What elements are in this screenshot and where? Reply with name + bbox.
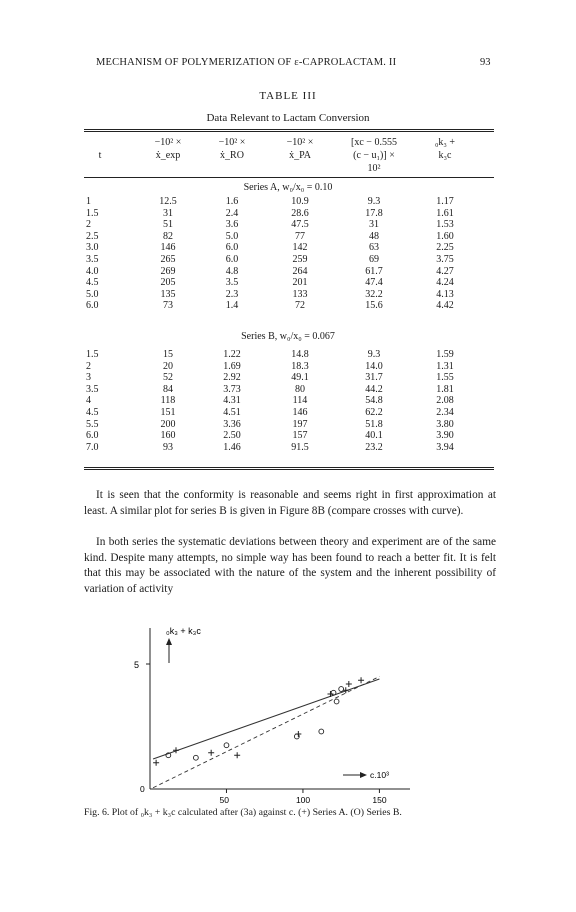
series-b-point (319, 729, 324, 734)
table-cell: 47.5 (291, 219, 309, 231)
table-cell: 31.7 (365, 372, 383, 384)
table-cell: 4.51 (223, 407, 241, 418)
table-cell: 10.9 (291, 196, 309, 207)
table-cell: 197 (292, 418, 308, 430)
table-cell: 48 (369, 230, 379, 242)
table-cell: 1.46 (223, 441, 241, 453)
header-col-4-line3: 10² (367, 163, 381, 174)
figure-plot (120, 620, 420, 808)
table-cell: 3.90 (436, 430, 454, 442)
table-cell: 72 (295, 300, 305, 312)
table-cell: 51 (163, 219, 173, 231)
table-cell: 44.2 (365, 383, 383, 395)
table-cell: 3.94 (436, 441, 454, 453)
table-cell: 5.0 (225, 230, 239, 242)
y-axis-label: ₀k₃ + k₃c (166, 626, 201, 636)
table-cell: 47.4 (365, 277, 383, 289)
table-cell: 7.0 (86, 441, 99, 453)
series-a-point (153, 760, 159, 766)
table-cell: 1.81 (436, 383, 454, 395)
table-cell: 3.80 (436, 418, 454, 430)
table-cell: 142 (292, 242, 308, 254)
table-cell: 17.8 (365, 207, 383, 219)
header-col-3-line2: ẋ_PA (289, 150, 311, 161)
header-col-2-line1: −10² × (218, 137, 246, 148)
table-cell: 4.5 (86, 277, 99, 289)
table-cell: 9.3 (367, 349, 381, 360)
x-tick-label: 100 (295, 795, 311, 805)
table-top-rule (84, 129, 494, 130)
table-cell: 118 (160, 395, 176, 407)
table-bottom-rule-2 (84, 469, 494, 470)
table-cell: 15.6 (365, 300, 383, 312)
table-cell: 264 (292, 265, 308, 277)
table-cell: 5.0 (86, 288, 99, 300)
plot-layer (134, 626, 410, 805)
table-cell: 73 (163, 300, 173, 312)
table-cell: 14.0 (365, 360, 383, 372)
table-cell: 1.53 (436, 219, 454, 231)
table-cell: 91.5 (291, 441, 309, 453)
table-cell: 28.6 (291, 207, 309, 219)
body-paragraph-1: It is seen that the conformity is reasonable and seems right in first approximation at least. A similar plot for series B is given in Figure 8B (compare crosses with curve). (84, 489, 496, 517)
table-cell: 146 (292, 407, 308, 418)
table-cell: 135 (160, 288, 176, 300)
table-header-rule (84, 177, 494, 178)
series-a-label: Series A, w₀/x₀ = 0.10 (243, 182, 333, 193)
x-axis-label: c.10³ (370, 770, 389, 780)
table-cell: 3.5 (86, 383, 99, 395)
table-cell: 4.13 (436, 288, 454, 300)
table-cell: 18.3 (291, 360, 309, 372)
table-top-rule-2 (84, 131, 494, 132)
series-b-point (193, 755, 198, 760)
series-a-point (358, 677, 364, 683)
table-cell: 3.75 (436, 254, 454, 265)
table-caption: Data Relevant to Lactam Conversion (206, 112, 370, 124)
table-cell: 1.60 (436, 230, 454, 242)
header-col-4-line1: [xc − 0.555 (351, 137, 397, 148)
table-cell: 49.1 (291, 372, 309, 384)
table-cell: 2.34 (436, 407, 454, 418)
table-cell: 2.4 (225, 207, 239, 219)
page-number: 93 (480, 57, 491, 68)
table-cell: 3.6 (225, 219, 239, 231)
series-b-point (334, 699, 339, 704)
table-cell: 3.5 (225, 277, 239, 289)
table-cell: 80 (295, 383, 305, 395)
table-cell: 31 (163, 207, 173, 219)
table-cell: 3.5 (86, 254, 99, 265)
table-cell: 1.4 (225, 300, 239, 312)
table-cell: 40.1 (365, 430, 383, 442)
table-cell: 82 (163, 230, 173, 242)
table-cell: 1.61 (436, 207, 454, 219)
table-cell: 93 (163, 441, 173, 453)
table-cell: 3.0 (86, 242, 99, 254)
table-cell: 9.3 (367, 196, 381, 207)
header-col-5-line1: ₀k₃ + (434, 137, 456, 148)
table-cell: 259 (292, 254, 308, 265)
table-cell: 1.22 (223, 349, 241, 360)
table-cell: 2.50 (223, 430, 241, 442)
series-a-point (346, 681, 352, 687)
table-cell: 1 (86, 196, 91, 207)
table-cell: 2.92 (223, 372, 241, 384)
table-cell: 146 (160, 242, 176, 254)
table-cell: 265 (160, 254, 176, 265)
x-tick-label: 150 (372, 795, 387, 805)
table-title: TABLE III (259, 90, 317, 102)
x-arrow-head (360, 772, 367, 778)
series-b-point (339, 687, 344, 692)
table-cell: 201 (292, 277, 308, 289)
figure-caption: Fig. 6. Plot of ₀k₃ + k₃c calculated after (3a) against c. (+) Series A. (O) Series B. (84, 807, 402, 818)
table-cell: 1.31 (436, 360, 454, 372)
table-cell: 4.42 (436, 300, 454, 312)
table-cell: 61.7 (365, 265, 383, 277)
table-cell: 4.5 (86, 407, 99, 418)
table-cell: 4.8 (225, 265, 239, 277)
table-cell: 12.5 (159, 196, 177, 207)
table-cell: 4.27 (436, 265, 454, 277)
table-cell: 4.31 (223, 395, 241, 407)
table-cell: 3.36 (223, 418, 241, 430)
series-b-point (331, 690, 336, 695)
table-cell: 77 (295, 230, 305, 242)
table-cell: 62.2 (365, 407, 383, 418)
table-cell: 32.2 (365, 288, 383, 300)
table-cell: 4.0 (86, 265, 99, 277)
running-head: MECHANISM OF POLYMERIZATION OF ε-CAPROLACTAM. II (96, 57, 397, 68)
x-tick-label: 50 (219, 795, 229, 805)
table-cell: 63 (369, 242, 379, 254)
table-cell: 1.17 (436, 196, 454, 207)
table-cell: 114 (292, 395, 308, 407)
table-cell: 15 (163, 349, 173, 360)
table-cell: 1.5 (86, 207, 99, 219)
body-paragraph-2: In both series the systematic deviations between theory and experiment are of the same kind. Despite many attempts, no simple way has been found to reach a better fit. It is felt that this may be associated with the nature of the system and the inherent possibility of variation of activity (84, 536, 496, 595)
table-cell: 6.0 (225, 242, 239, 254)
table-cell: 1.5 (86, 349, 99, 360)
table-cell: 157 (292, 430, 308, 442)
header-col-3-line1: −10² × (286, 137, 314, 148)
table-cell: 31 (369, 219, 379, 231)
table-cell: 2.3 (225, 288, 239, 300)
table-cell: 1.59 (436, 349, 454, 360)
table-cell: 20 (163, 360, 173, 372)
table-cell: 1.69 (223, 360, 241, 372)
table-cell: 205 (160, 277, 176, 289)
header-col-4-line2: (c − u₁)] × (353, 150, 395, 161)
header-col-1-line1: −10² × (154, 137, 182, 148)
table-cell: 54.8 (365, 395, 383, 407)
table-cell: 160 (160, 430, 176, 442)
table-cell: 69 (369, 254, 379, 265)
table-cell: 4 (86, 395, 91, 407)
table-cell: 269 (160, 265, 176, 277)
series-a-point (234, 752, 240, 758)
table-cell: 2.25 (436, 242, 454, 254)
origin-label: 0 (140, 784, 145, 794)
table-bottom-rule (84, 467, 494, 468)
header-col-1-line2: ẋ_exp (155, 150, 181, 161)
table-cell: 2 (86, 360, 91, 372)
series-b-label: Series B, w₀/x₀ = 0.067 (241, 331, 335, 342)
table-cell: 6.0 (86, 430, 99, 442)
table-cell: 84 (163, 383, 173, 395)
table-cell: 151 (160, 407, 176, 418)
table-cell: 23.2 (365, 441, 383, 453)
y-tick-label: 5 (134, 660, 140, 670)
table-cell: 1.55 (436, 372, 454, 384)
table-cell: 6.0 (225, 254, 239, 265)
table-cell: 1.6 (225, 196, 239, 207)
series-b-point (224, 743, 229, 748)
table-cell: 200 (160, 418, 176, 430)
table-cell: 3.73 (223, 383, 241, 395)
table-cell: 6.0 (86, 300, 99, 312)
header-col-5-line2: k₃c (438, 150, 452, 161)
table-cell: 5.5 (86, 418, 99, 430)
header-col-0-line2: t (98, 150, 102, 161)
table-cell: 2.08 (436, 395, 454, 407)
header-col-2-line2: ẋ_RO (220, 150, 244, 161)
table-cell: 52 (163, 372, 173, 384)
y-arrow-head (166, 638, 172, 645)
series-a-point (173, 747, 179, 753)
series-a-point (208, 750, 214, 756)
table-cell: 14.8 (291, 349, 309, 360)
table-cell: 51.8 (365, 418, 383, 430)
table-cell: 4.24 (436, 277, 454, 289)
table-cell: 2 (86, 219, 91, 231)
table-cell: 133 (292, 288, 308, 300)
table-cell: 3 (86, 372, 91, 384)
table-cell: 2.5 (86, 230, 99, 242)
